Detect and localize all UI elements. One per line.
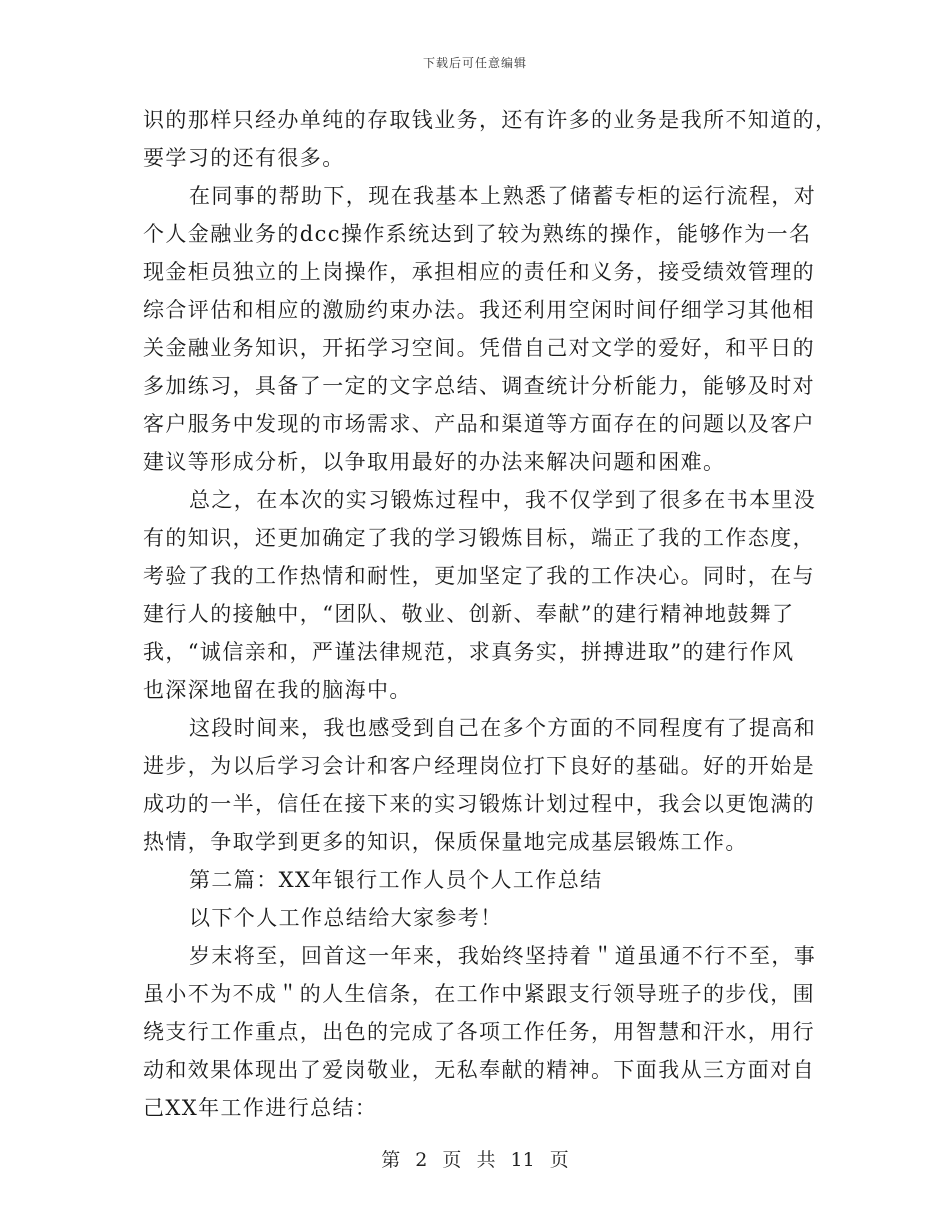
text-line: 热情，争取学到更多的知识，保质保量地完成基层锻炼工作。: [143, 830, 748, 854]
text-line: 客户服务中发现的市场需求、产品和渠道等方面存在的问题以及客户: [143, 412, 815, 436]
text-line: 考验了我的工作热情和耐性，更加坚定了我的工作决心。同时，在与: [143, 564, 815, 588]
text-line: 建行人的接触中，“团队、敬业、创新、奉献”的建行精神地鼓舞了: [143, 602, 795, 626]
text-line: 有的知识，还更加确定了我的学习锻炼目标，端正了我的工作态度，: [143, 526, 815, 550]
text-line: 进步，为以后学习会计和客户经理岗位打下良好的基础。好的开始是: [143, 754, 815, 778]
page-header-note: 下载后可任意编辑: [422, 56, 527, 70]
text-line: 我，“诚信亲和，严谨法律规范，求真务实，拼搏进取”的建行作风: [143, 640, 795, 664]
page-number-footer: 第 2 页 共 11 页: [381, 1149, 569, 1171]
paragraph-start-line: 总之，在本次的实习锻炼过程中，我不仅学到了很多在书本里没: [189, 488, 817, 512]
text-line: 个人金融业务的dcc操作系统达到了较为熟练的操作，能够作为一名: [143, 222, 812, 246]
paragraph-start-line: 这段时间来，我也感受到自己在多个方面的不同程度有了提高和: [189, 716, 817, 740]
text-line: 识的那样只经办单纯的存取钱业务，还有许多的业务是我所不知道的，: [143, 108, 838, 132]
paragraph-start-line: 岁末将至，回首这一年来，我始终坚持着＂道虽通不行不至，事: [189, 944, 817, 968]
section-heading: 第二篇：XX年银行工作人员个人工作总结: [189, 868, 603, 892]
text-line: 现金柜员独立的上岗操作，承担相应的责任和义务，接受绩效管理的: [143, 260, 815, 284]
text-line: 动和效果体现出了爱岗敬业，无私奉献的精神。下面我从三方面对自: [143, 1058, 815, 1082]
text-line: 绕支行工作重点，出色的完成了各项工作任务，用智慧和汗水，用行: [143, 1020, 815, 1044]
document-body: [143, 101, 838, 1127]
text-line: 成功的一半，信任在接下来的实习锻炼计划过程中，我会以更饱满的: [143, 792, 815, 816]
text-line: 建议等形成分析，以争取用最好的办法来解决问题和困难。: [143, 450, 726, 474]
text-line: 要学习的还有很多。: [143, 146, 345, 170]
text-line: 虽小不为不成＂的人生信条，在工作中紧跟支行领导班子的步伐，围: [143, 982, 815, 1006]
text-line: 关金融业务知识，开拓学习空间。凭借自己对文学的爱好，和平日的: [143, 336, 815, 360]
paragraph-start-line: 在同事的帮助下，现在我基本上熟悉了储蓄专柜的运行流程，对: [189, 184, 817, 208]
text-line: 也深深地留在我的脑海中。: [143, 678, 412, 702]
text-line: 多加练习，具备了一定的文字总结、调查统计分析能力，能够及时对: [143, 374, 815, 398]
text-line: 己XX年工作进行总结：: [143, 1096, 378, 1120]
paragraph-start-line: 以下个人工作总结给大家参考！: [189, 906, 503, 930]
text-line: 综合评估和相应的激励约束办法。我还利用空闲时间仔细学习其他相: [143, 298, 815, 322]
